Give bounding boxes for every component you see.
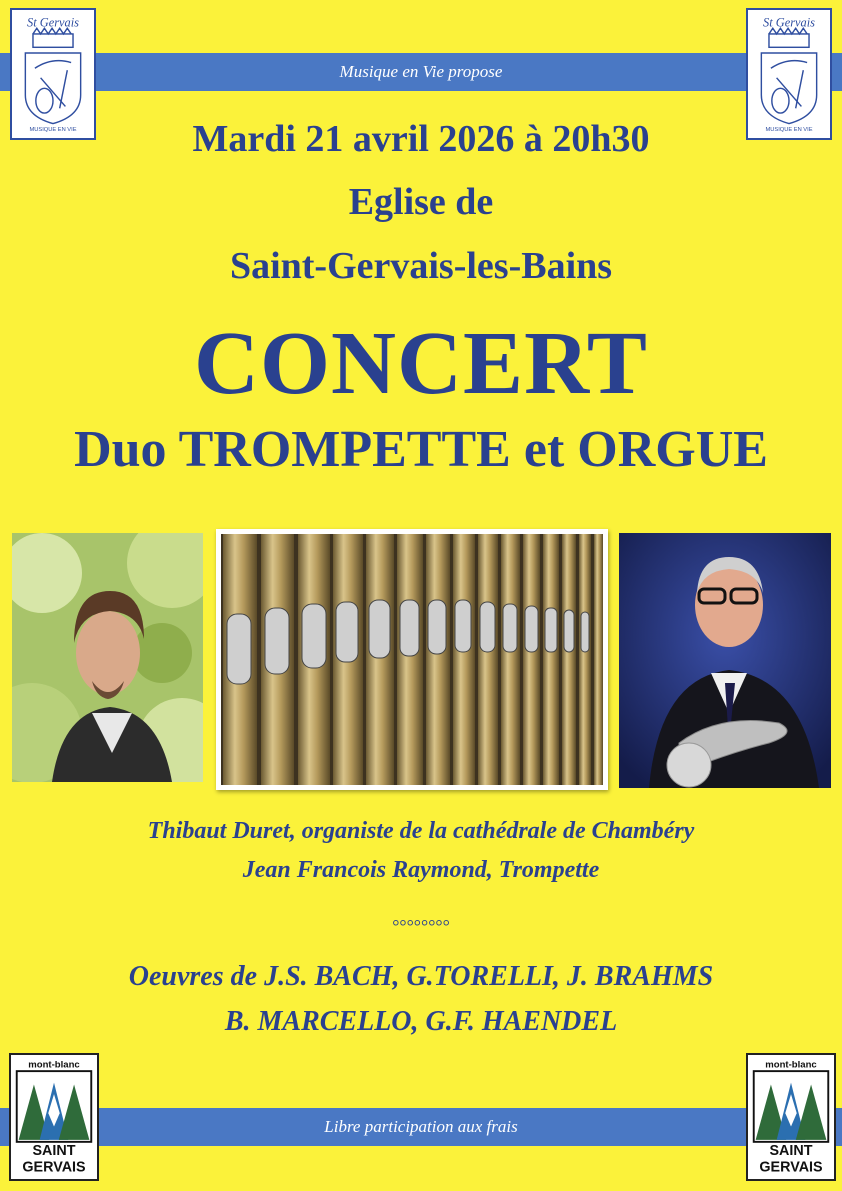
logo-top-text: mont-blanc bbox=[28, 1059, 80, 1071]
organist-photo bbox=[12, 533, 203, 782]
performer-organist: Thibaut Duret, organiste de la cathédrale de Chambéry bbox=[147, 818, 695, 844]
organ-pipes-photo bbox=[216, 529, 608, 790]
concert-subtitle: Duo TROMPETTE et ORGUE bbox=[74, 421, 768, 478]
logo-line2: GERVAIS bbox=[22, 1159, 86, 1176]
saint-gervais-mont-blanc-logo bbox=[9, 1053, 99, 1181]
separator: °°°°°°°° bbox=[392, 916, 450, 936]
venue-line-1: Eglise de bbox=[348, 181, 494, 223]
works-line-2: B. MARCELLO, G.F. HAENDEL bbox=[224, 1006, 618, 1037]
saint-gervais-mont-blanc-logo bbox=[746, 1053, 836, 1181]
event-date: Mardi 21 avril 2026 à 20h30 bbox=[192, 118, 650, 160]
logo-line2: GERVAIS bbox=[759, 1159, 823, 1176]
logo-line1: SAINT bbox=[32, 1143, 76, 1160]
works-line-1: Oeuvres de J.S. BACH, G.TORELLI, J. BRAHMS bbox=[128, 961, 714, 992]
crest-motto: MUSIQUE EN VIE bbox=[765, 127, 813, 134]
crest-label: St Gervais bbox=[27, 15, 79, 30]
footer-band: Libre participation aux frais bbox=[0, 1108, 842, 1146]
concert-title: CONCERT bbox=[194, 314, 648, 413]
logo-line1: SAINT bbox=[769, 1143, 813, 1160]
crest-label: St Gervais bbox=[763, 15, 815, 30]
logo-top-text: mont-blanc bbox=[765, 1059, 817, 1071]
performer-trumpeter: Jean Francois Raymond, Trompette bbox=[242, 857, 600, 883]
header-band: Musique en Vie propose bbox=[0, 53, 842, 91]
venue-line-2: Saint-Gervais-les-Bains bbox=[229, 245, 613, 287]
trumpeter-photo bbox=[619, 533, 831, 788]
crest-motto: MUSIQUE EN VIE bbox=[29, 127, 77, 134]
